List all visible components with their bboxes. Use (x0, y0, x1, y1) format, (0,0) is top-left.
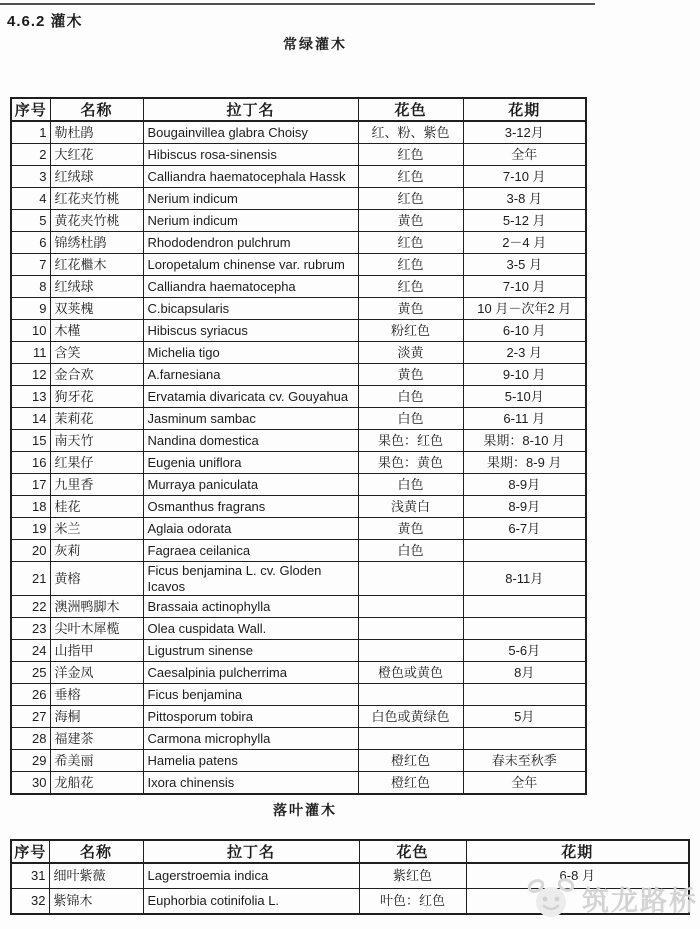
header-row (11, 840, 689, 863)
cell-flower-color: 浅黄白 (358, 496, 463, 518)
cell-index: 3 (11, 166, 50, 188)
column-header-flower-period: 花期 (463, 98, 586, 121)
cell-latin-name: Ligustrum sinense (143, 640, 358, 662)
cell-latin-name: Brassaia actinophylla (143, 596, 358, 618)
cell-index: 1 (11, 121, 50, 144)
table-row (11, 562, 586, 596)
cell-latin-name: Ixora chinensis (143, 772, 358, 795)
table-row (11, 863, 689, 889)
cell-flower-period: 3-5 月 (463, 254, 586, 276)
cell-flower-color: 白色 (358, 408, 463, 430)
table-row (11, 232, 586, 254)
cell-name: 黄榕 (50, 562, 143, 596)
cell-index: 26 (11, 684, 50, 706)
cell-flower-color: 黄色 (358, 364, 463, 386)
cell-flower-period: 3-8 月 (463, 188, 586, 210)
cell-flower-color: 白色或黄绿色 (358, 706, 463, 728)
cell-name: 洋金凤 (50, 662, 143, 684)
table-row (11, 662, 586, 684)
cell-index: 32 (11, 889, 49, 915)
cell-flower-color: 粉红色 (358, 320, 463, 342)
cell-name: 桂花 (50, 496, 143, 518)
table-row (11, 452, 586, 474)
cell-latin-name: Ficus benjamina L. cv. Gloden Icavos (143, 562, 358, 596)
table-row (11, 618, 586, 640)
cell-flower-color: 红色 (358, 232, 463, 254)
cell-flower-period: 2-3 月 (463, 342, 586, 364)
section-title-deciduous-shrubs: 落叶灌木 (273, 802, 337, 818)
cell-name: 茉莉花 (50, 408, 143, 430)
cell-latin-name: Eugenia uniflora (143, 452, 358, 474)
cell-name: 双荚槐 (50, 298, 143, 320)
cell-flower-color: 果色：黄色 (358, 452, 463, 474)
cell-index: 12 (11, 364, 50, 386)
table-row (11, 342, 586, 364)
cell-index: 25 (11, 662, 50, 684)
column-header-index: 序号 (11, 98, 50, 121)
column-header-latin-name: 拉丁名 (143, 840, 359, 863)
cell-flower-color: 橙红色 (358, 772, 463, 795)
cell-name: 红花夹竹桃 (50, 188, 143, 210)
cell-flower-color (358, 596, 463, 618)
cell-name: 红花檵木 (50, 254, 143, 276)
cell-index: 29 (11, 750, 50, 772)
cell-index: 6 (11, 232, 50, 254)
cell-index: 14 (11, 408, 50, 430)
cell-latin-name: Caesalpinia pulcherrima (143, 662, 358, 684)
cell-latin-name: Lagerstroemia indica (143, 863, 359, 889)
cell-latin-name: Rhododendron pulchrum (143, 232, 358, 254)
cell-flower-color: 红色 (358, 166, 463, 188)
cell-flower-color: 红色 (358, 276, 463, 298)
cell-flower-color (358, 684, 463, 706)
cell-index: 11 (11, 342, 50, 364)
cell-index: 16 (11, 452, 50, 474)
cell-index: 15 (11, 430, 50, 452)
table-row (11, 474, 586, 496)
page-heading: 4.6.2 灌木 (7, 13, 83, 30)
cell-index: 17 (11, 474, 50, 496)
cell-flower-color: 黄色 (358, 210, 463, 232)
table-row (11, 254, 586, 276)
cell-latin-name: Calliandra haematocephala Hassk (143, 166, 358, 188)
cell-latin-name: Euphorbia cotinifolia L. (143, 889, 359, 915)
table-row (11, 121, 586, 144)
cell-latin-name: Pittosporum tobira (143, 706, 358, 728)
column-header-flower-color: 花色 (359, 840, 466, 863)
cell-index: 7 (11, 254, 50, 276)
cell-name: 紫锦木 (49, 889, 143, 915)
cell-index: 5 (11, 210, 50, 232)
cell-index: 27 (11, 706, 50, 728)
cell-name: 黄花夹竹桃 (50, 210, 143, 232)
table-row (11, 750, 586, 772)
cell-flower-color: 红色 (358, 188, 463, 210)
cell-latin-name: Calliandra haematocepha (143, 276, 358, 298)
cell-index: 20 (11, 540, 50, 562)
column-header-flower-period: 花期 (466, 840, 689, 863)
cell-flower-period: 6-11 月 (463, 408, 586, 430)
table-row (11, 772, 586, 795)
cell-flower-period: 8月 (463, 662, 586, 684)
cell-flower-period (463, 540, 586, 562)
table-row (11, 596, 586, 618)
cell-flower-color (358, 562, 463, 596)
cell-flower-period: 5-10月 (463, 386, 586, 408)
cell-name: 红绒球 (50, 276, 143, 298)
cell-flower-color: 果色：红色 (358, 430, 463, 452)
cell-flower-color (358, 728, 463, 750)
table-row (11, 430, 586, 452)
cell-flower-color: 橙色或黄色 (358, 662, 463, 684)
table-row (11, 728, 586, 750)
cell-flower-period: 9-10 月 (463, 364, 586, 386)
cell-index: 19 (11, 518, 50, 540)
cell-flower-period: 2－4 月 (463, 232, 586, 254)
table-row (11, 518, 586, 540)
cell-flower-color: 叶色：红色 (359, 889, 466, 915)
cell-flower-color (358, 640, 463, 662)
cell-flower-color: 紫红色 (359, 863, 466, 889)
cell-flower-period: 果期：8-10 月 (463, 430, 586, 452)
cell-latin-name: Olea cuspidata Wall. (143, 618, 358, 640)
column-header-index: 序号 (11, 840, 49, 863)
cell-flower-period: 6-10 月 (463, 320, 586, 342)
cell-latin-name: Osmanthus fragrans (143, 496, 358, 518)
cell-name: 勒杜鹃 (50, 121, 143, 144)
cell-flower-period (463, 684, 586, 706)
cell-flower-period: 10 月－次年2 月 (463, 298, 586, 320)
cell-name: 锦绣杜鹃 (50, 232, 143, 254)
cell-index: 10 (11, 320, 50, 342)
table-row (11, 706, 586, 728)
cell-flower-color: 橙红色 (358, 750, 463, 772)
cell-latin-name: Ervatamia divaricata cv. Gouyahua (143, 386, 358, 408)
cell-flower-color: 红色 (358, 144, 463, 166)
cell-flower-color: 黄色 (358, 298, 463, 320)
cell-latin-name: Hibiscus syriacus (143, 320, 358, 342)
column-header-flower-color: 花色 (358, 98, 463, 121)
cell-flower-period: 6-8 月 (466, 863, 689, 889)
cell-name: 大红花 (50, 144, 143, 166)
cell-latin-name: Murraya paniculata (143, 474, 358, 496)
cell-flower-period: 5-6月 (463, 640, 586, 662)
table-row (11, 386, 586, 408)
watermark-text: 筑龙路桥 (582, 885, 698, 916)
cell-flower-period (463, 618, 586, 640)
cell-latin-name: Jasminum sambac (143, 408, 358, 430)
cell-name: 海桐 (50, 706, 143, 728)
cell-index: 8 (11, 276, 50, 298)
cell-flower-period (463, 728, 586, 750)
cell-name: 米兰 (50, 518, 143, 540)
cell-flower-color: 白色 (358, 386, 463, 408)
cell-name: 含笑 (50, 342, 143, 364)
deciduous-shrubs-table (10, 839, 690, 915)
cell-index: 18 (11, 496, 50, 518)
cell-index: 13 (11, 386, 50, 408)
cell-latin-name: Carmona microphylla (143, 728, 358, 750)
cell-flower-period: 8-9月 (463, 496, 586, 518)
cell-latin-name: Ficus benjamina (143, 684, 358, 706)
table-row (11, 408, 586, 430)
cell-flower-color: 白色 (358, 540, 463, 562)
evergreen-shrubs-table (10, 97, 587, 795)
cell-flower-period: 5月 (463, 706, 586, 728)
table-row (11, 188, 586, 210)
cell-index: 22 (11, 596, 50, 618)
cell-name: 龙船花 (50, 772, 143, 795)
cell-flower-period: 8-9月 (463, 474, 586, 496)
cell-latin-name: Fagraea ceilanica (143, 540, 358, 562)
cell-flower-period: 8-11月 (463, 562, 586, 596)
cell-index: 23 (11, 618, 50, 640)
column-header-name: 名称 (49, 840, 143, 863)
table-row (11, 684, 586, 706)
cell-latin-name: C.bicapsularis (143, 298, 358, 320)
cell-flower-period: 7-10 月 (463, 166, 586, 188)
cell-latin-name: Nerium indicum (143, 210, 358, 232)
cell-name: 福建茶 (50, 728, 143, 750)
cell-name: 细叶紫薇 (49, 863, 143, 889)
cell-name: 木槿 (50, 320, 143, 342)
column-header-latin-name: 拉丁名 (143, 98, 358, 121)
table-row (11, 640, 586, 662)
cell-index: 31 (11, 863, 49, 889)
cell-name: 尖叶木犀榄 (50, 618, 143, 640)
table-row (11, 320, 586, 342)
cell-name: 九里香 (50, 474, 143, 496)
cell-latin-name: Aglaia odorata (143, 518, 358, 540)
cell-name: 澳洲鸭脚木 (50, 596, 143, 618)
cell-name: 红果仔 (50, 452, 143, 474)
cell-flower-period: 春末至秋季 (463, 750, 586, 772)
cell-name: 希美丽 (50, 750, 143, 772)
table-row (11, 276, 586, 298)
cell-index: 28 (11, 728, 50, 750)
table-row (11, 364, 586, 386)
cell-index: 9 (11, 298, 50, 320)
cell-name: 灰莉 (50, 540, 143, 562)
cell-index: 4 (11, 188, 50, 210)
cell-index: 24 (11, 640, 50, 662)
cell-flower-color: 黄色 (358, 518, 463, 540)
cell-flower-period: 7-10 月 (463, 276, 586, 298)
cell-flower-color: 红色 (358, 254, 463, 276)
cell-latin-name: Michelia tigo (143, 342, 358, 364)
cell-latin-name: Hamelia patens (143, 750, 358, 772)
cell-name: 金合欢 (50, 364, 143, 386)
header-row (11, 98, 586, 121)
cell-latin-name: A.farnesiana (143, 364, 358, 386)
table-row (11, 889, 689, 915)
cell-flower-color: 红、粉、紫色 (358, 121, 463, 144)
cell-flower-period: 5-12 月 (463, 210, 586, 232)
table-row (11, 210, 586, 232)
table-row (11, 298, 586, 320)
cell-latin-name: Nerium indicum (143, 188, 358, 210)
cell-flower-color: 白色 (358, 474, 463, 496)
cell-flower-color: 淡黄 (358, 342, 463, 364)
table-row (11, 540, 586, 562)
cell-latin-name: Bougainvillea glabra Choisy (143, 121, 358, 144)
cell-index: 30 (11, 772, 50, 795)
cell-flower-period: 果期：8-9 月 (463, 452, 586, 474)
column-header-name: 名称 (50, 98, 143, 121)
cell-index: 21 (11, 562, 50, 596)
table-row (11, 166, 586, 188)
section-title-evergreen-shrubs: 常绿灌木 (283, 36, 347, 52)
cell-name: 红绒球 (50, 166, 143, 188)
cell-flower-period: 全年 (463, 772, 586, 795)
table-row (11, 496, 586, 518)
cell-flower-period (466, 889, 689, 915)
cell-index: 2 (11, 144, 50, 166)
cell-name: 垂榕 (50, 684, 143, 706)
cell-latin-name: Loropetalum chinense var. rubrum (143, 254, 358, 276)
cell-name: 山指甲 (50, 640, 143, 662)
cell-name: 南天竹 (50, 430, 143, 452)
cell-flower-color (358, 618, 463, 640)
top-horizontal-rule (0, 3, 595, 5)
cell-name: 狗牙花 (50, 386, 143, 408)
cell-flower-period: 6-7月 (463, 518, 586, 540)
cell-flower-period: 3-12月 (463, 121, 586, 144)
cell-latin-name: Hibiscus rosa-sinensis (143, 144, 358, 166)
table-row (11, 144, 586, 166)
cell-flower-period: 全年 (463, 144, 586, 166)
cell-latin-name: Nandina domestica (143, 430, 358, 452)
cell-flower-period (463, 596, 586, 618)
